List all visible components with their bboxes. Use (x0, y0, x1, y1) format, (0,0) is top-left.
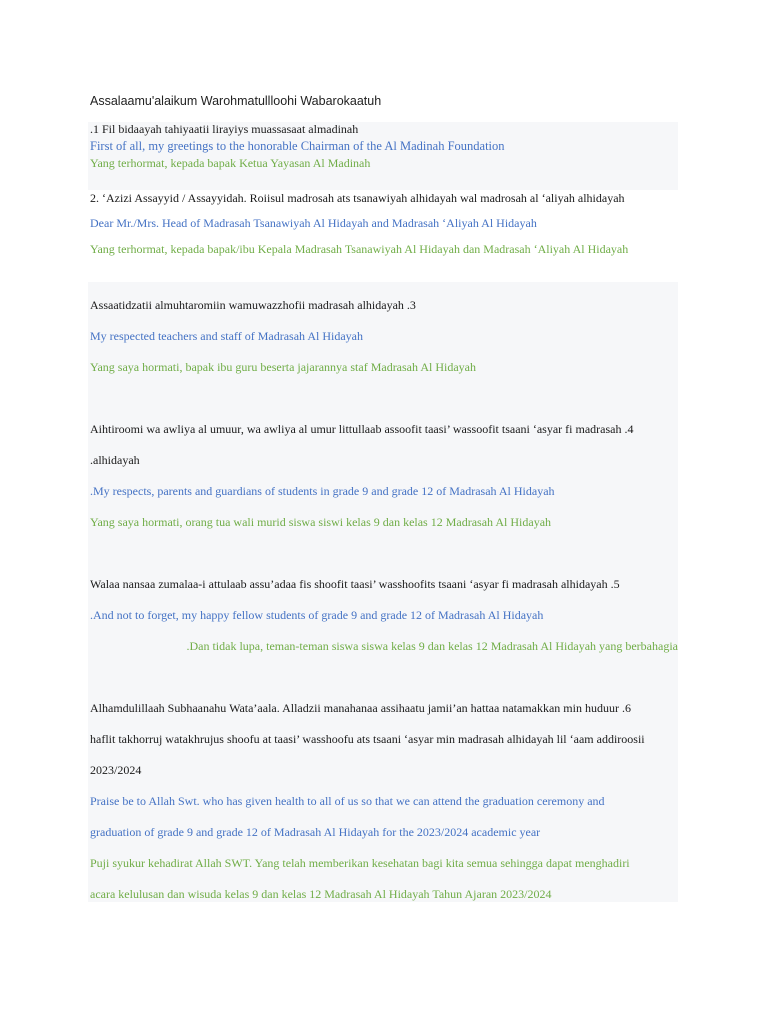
section-3-indonesian: Yang saya hormati, bapak ibu guru beserta jajarannya staf Madrasah Al Hidayah (90, 360, 476, 374)
section-2-indonesian: Yang terhormat, kepada bapak/ibu Kepala Madrasah Tsanawiyah Al Hidayah dan Madrasah ‘Aliyah Al Hidayah (90, 242, 629, 256)
section-6-arabic-line-2: haflit takhorruj watakhrujus shoofu at taasi’ wasshoofu ats tsaani ‘asyar min madrasah alhidayah lil ‘aam addiroosii (90, 732, 645, 746)
section-1-indonesian: Yang terhormat, kepada bapak Ketua Yayasan Al Madinah (90, 156, 371, 170)
section-6-english-line-2: graduation of grade 9 and grade 12 of Madrasah Al Hidayah for the 2023/2024 academic year (90, 825, 541, 839)
section-1-arabic: .1 Fil bidaayah tahiyaatii lirayiys muassasaat almadinah (90, 122, 359, 136)
section-5-indonesian: .Dan tidak lupa, teman-teman siswa siswa kelas 9 dan kelas 12 Madrasah Al Hidayah yang berbahagia (186, 639, 678, 653)
section-2-arabic: 2. ‘Azizi Assayyid / Assayyidah. Roiisul madrosah ats tsanawiyah alhidayah wal madrosah al ‘aliyah alhidayah (90, 191, 625, 205)
section-5-english: .And not to forget, my happy fellow students of grade 9 and grade 12 of Madrasah Al Hidayah (90, 608, 544, 622)
section-6-arabic-line-1: Alhamdulillaah Subhaanahu Wata’aala. Alladzii manahanaa assihaatu jamii’an hattaa natamakkan min huduur .6 (90, 701, 631, 715)
section-4-arabic-line-1: Aihtiroomi wa awliya al umuur, wa awliya al umur littullaab assoofit taasi’ wassoofit tsaani ‘asyar fi madrasah .4 (90, 422, 634, 436)
section-3-arabic: Assaatidzatii almuhtaromiin wamuwazzhofii madrasah alhidayah .3 (90, 298, 416, 312)
section-6-indonesian-line-2: acara kelulusan dan wisuda kelas 9 dan kelas 12 Madrasah Al Hidayah Tahun Ajaran 2023/2024 (90, 887, 552, 901)
section-5-arabic: Walaa nansaa zumalaa-i attulaab assu’adaa fis shoofit taasi’ wasshoofits tsaani ‘asyar fi madrasah alhidayah .5 (90, 577, 620, 591)
section-2-english: Dear Mr./Mrs. Head of Madrasah Tsanawiyah Al Hidayah and Madrasah ‘Aliyah Al Hidayah (90, 216, 537, 230)
section-4-indonesian: Yang saya hormati, orang tua wali murid siswa siswi kelas 9 dan kelas 12 Madrasah Al Hidayah (90, 515, 552, 529)
section-6-indonesian-line-1: Puji syukur kehadirat Allah SWT. Yang telah memberikan kesehatan bagi kita semua sehingga dapat menghadiri (90, 856, 630, 870)
section-1-english: First of all, my greetings to the honorable Chairman of the Al Madinah Foundation (90, 139, 505, 153)
section-6-english-line-1: Praise be to Allah Swt. who has given health to all of us so that we can attend the graduation ceremony and (90, 794, 605, 808)
opening-greeting: Assalaamu'alaikum Warohmatullloohi Wabarokaatuh (90, 94, 382, 108)
sections-3-6-shade (88, 282, 678, 902)
section-3-english: My respected teachers and staff of Madrasah Al Hidayah (90, 329, 364, 343)
section-6-arabic-line-3: 2023/2024 (90, 763, 142, 777)
section-4-arabic-line-2: .alhidayah (90, 453, 140, 467)
section-4-english: .My respects, parents and guardians of students in grade 9 and grade 12 of Madrasah Al Hidayah (90, 484, 555, 498)
